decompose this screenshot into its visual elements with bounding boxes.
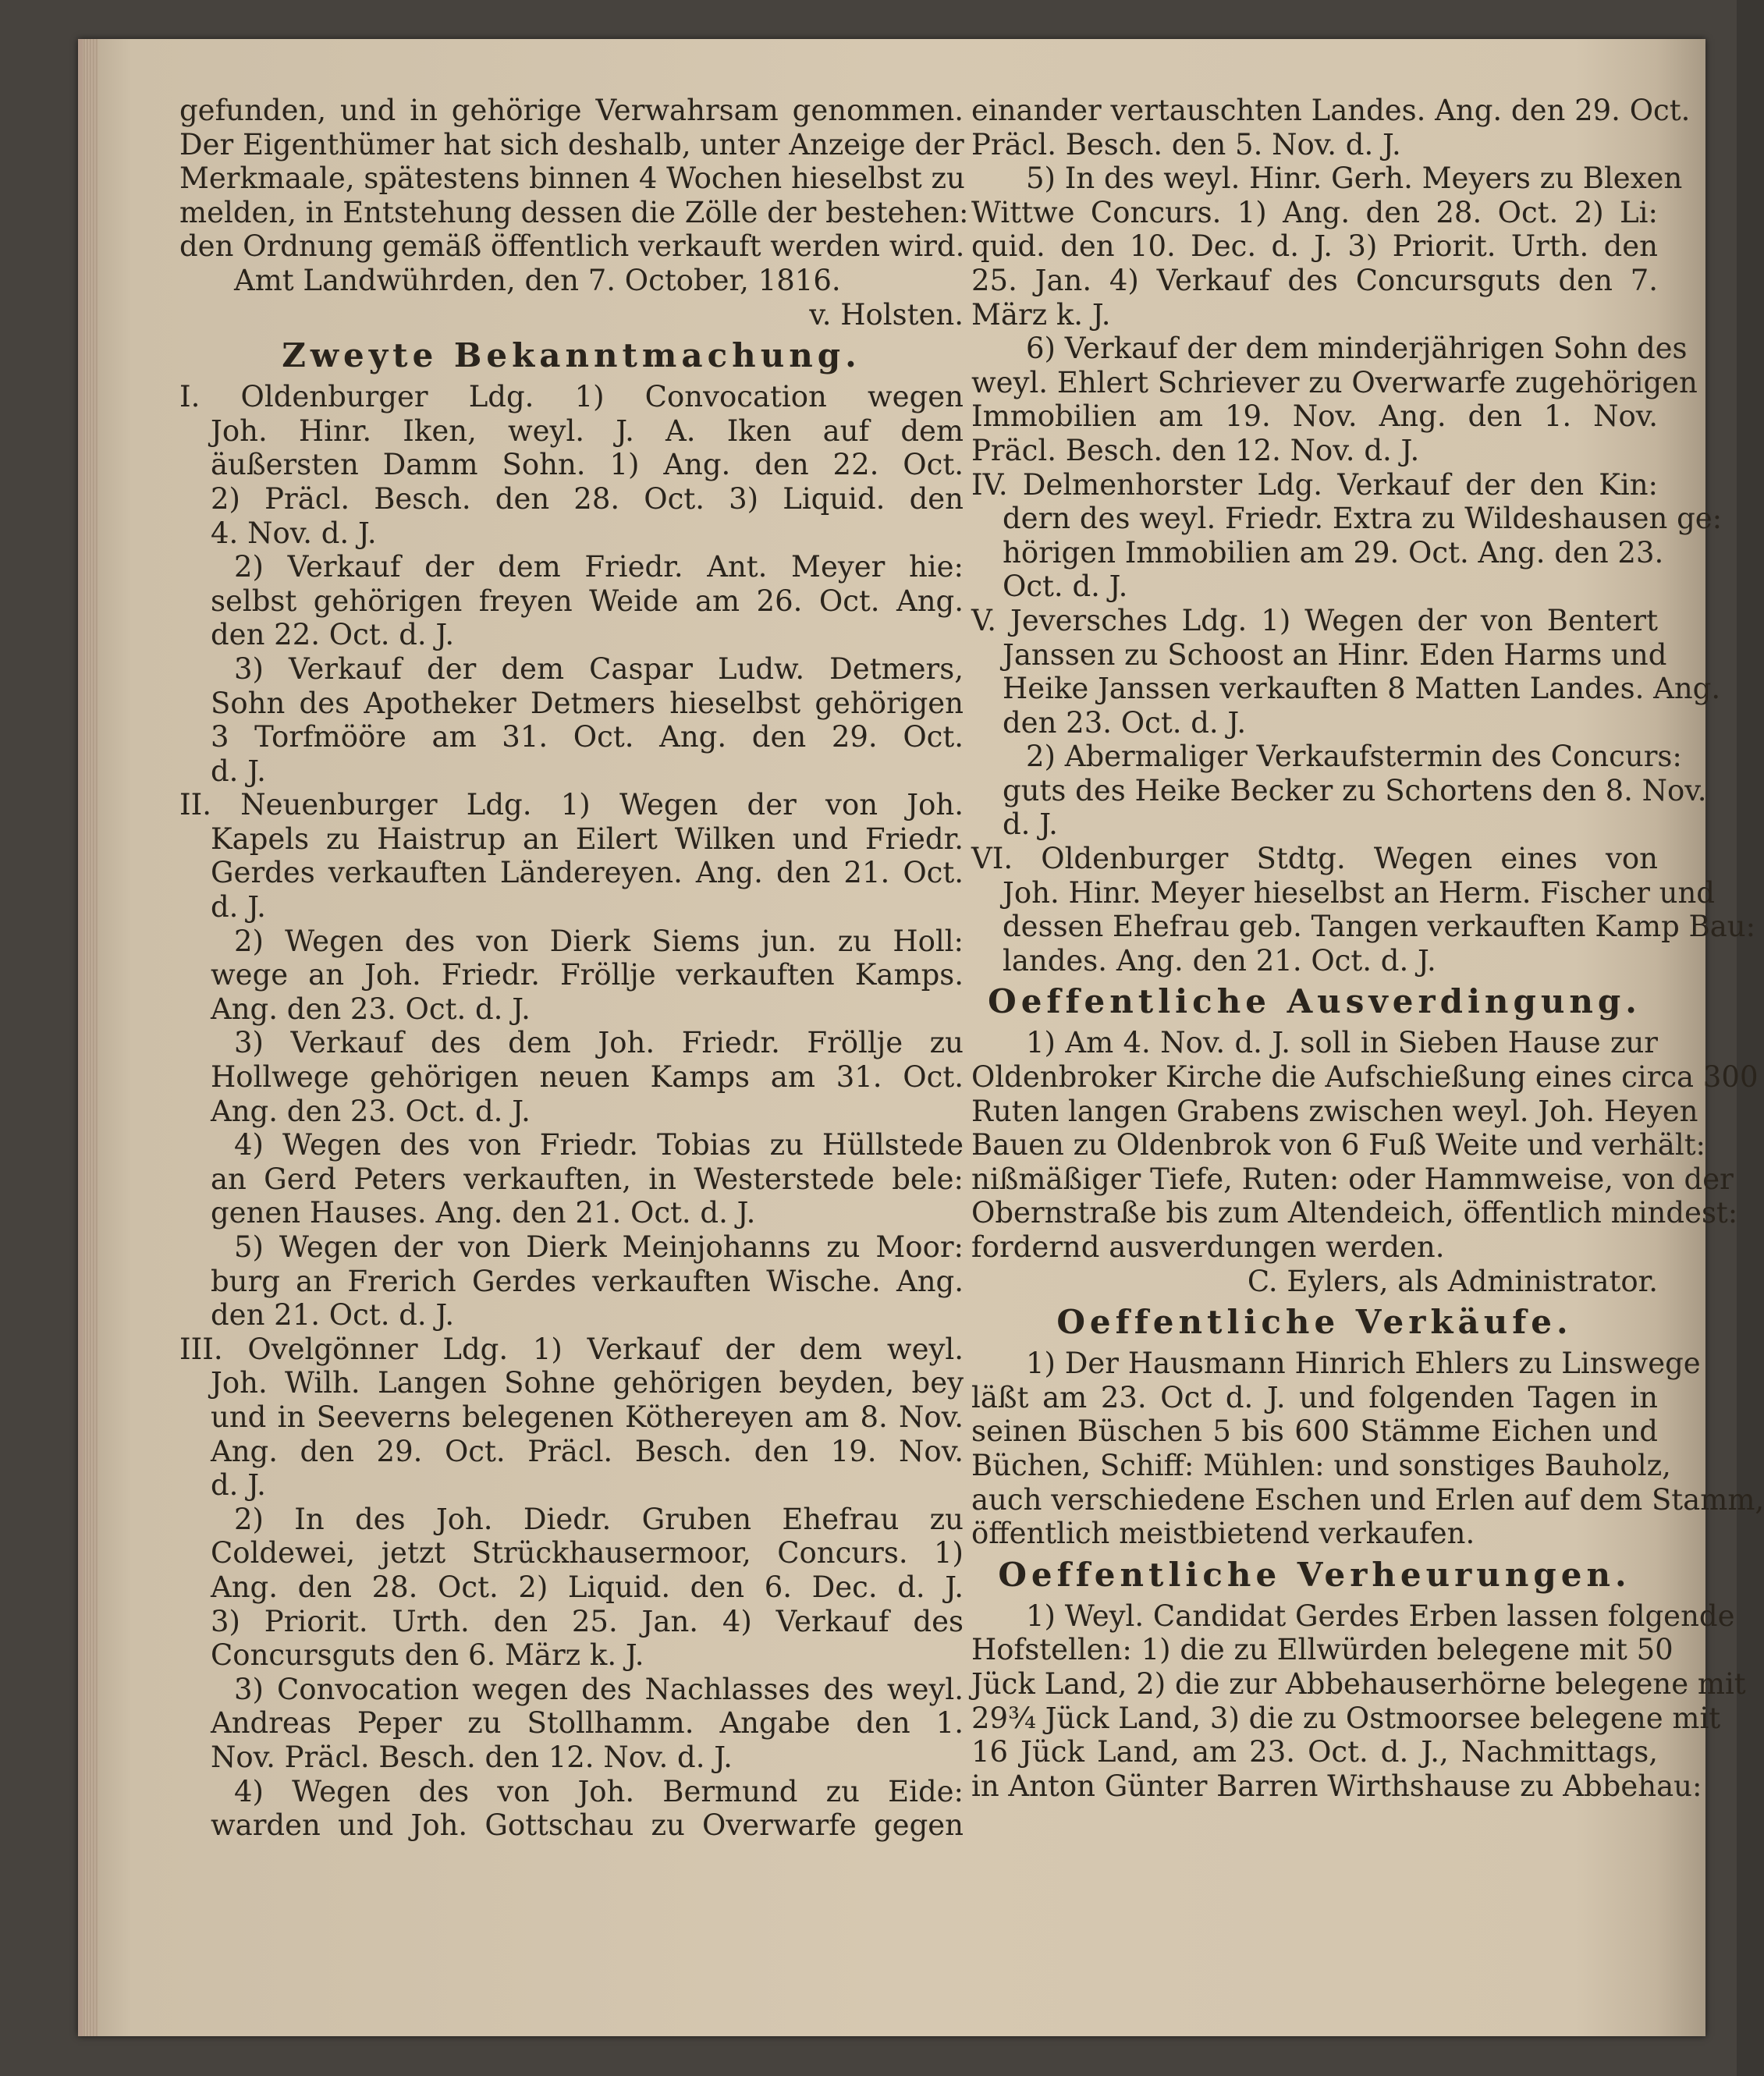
text-line: Joh. Wilh. Langen Sohne gehörigen beyden, bey [211, 1366, 964, 1400]
text-line: Präcl. Besch. den 12. Nov. d. J. [971, 433, 1420, 467]
text-line: Merkmaale, spätestens binnen 4 Wochen hieselbst zu [179, 161, 965, 196]
text-line: Der Eigenthümer hat sich deshalb, unter Anzeige der [179, 127, 964, 161]
text-line: Immobilien am 19. Nov. Ang. den 1. Nov. [971, 399, 1658, 434]
text-line: den Ordnung gemäß öffentlich verkauft werden wird. [179, 229, 965, 264]
text-line: äußersten Damm Sohn. 1) Ang. den 22. Oct. [211, 448, 964, 482]
text-line: Obernstraße bis zum Altendeich, öffentlich mindest: [971, 1196, 1738, 1230]
text-line: landes. Ang. den 21. Oct. d. J. [1003, 943, 1436, 978]
text-line: Ang. den 28. Oct. 2) Liquid. den 6. Dec. d. J. [211, 1570, 964, 1604]
text-line: Coldewei, jetzt Strückhausermoor, Concurs. 1) [211, 1536, 964, 1570]
text-line: IV. Delmenhorster Ldg. Verkauf der den Kin: [971, 467, 1658, 502]
text-line: Hollwege gehörigen neuen Kamps am 31. Oct. [211, 1060, 964, 1095]
text-line: 3 Torfmööre am 31. Oct. Ang. den 29. Oct. [211, 720, 964, 754]
text-line: d. J. [211, 754, 266, 788]
text-line: 6) Verkauf der dem minderjährigen Sohn des [1026, 332, 1688, 366]
text-line: d. J. [211, 1468, 266, 1503]
place-date: Amt Landwührden, den 7. October, 1816. [234, 263, 841, 297]
text-line: 3) Verkauf der dem Caspar Ludw. Detmers, [234, 651, 964, 686]
text-line: melden, in Entstehung dessen die Zölle der bestehen: [179, 195, 969, 229]
section-heading: Oeffentliche Verkäufe. [1056, 1303, 1573, 1342]
text-line: Janssen zu Schoost an Hinr. Eden Harms und [1003, 637, 1667, 672]
text-line: den 21. Oct. d. J. [211, 1298, 455, 1333]
section-heading: Oeffentliche Ausverdingung. [988, 982, 1642, 1021]
text-line: wege an Joh. Friedr. Fröllje verkauften Kamps. [211, 958, 964, 992]
text-line: fordernd ausverdungen werden. [971, 1230, 1445, 1264]
text-line: Bauen zu Oldenbrok von 6 Fuß Weite und verhält: [971, 1128, 1706, 1162]
text-line: 3) Verkauf des dem Joh. Friedr. Fröllje zu [234, 1026, 964, 1060]
text-line: 1) Der Hausmann Hinrich Ehlers zu Linswege [1026, 1347, 1701, 1381]
text-line: Wittwe Concurs. 1) Ang. den 28. Oct. 2) Li: [971, 195, 1658, 229]
text-line: läßt am 23. Oct d. J. und folgenden Tagen in [971, 1380, 1658, 1414]
text-line: dern des weyl. Friedr. Extra zu Wildeshausen ge: [1003, 502, 1723, 536]
text-line: 29¾ Jück Land, 3) die zu Ostmoorsee belegene mit [971, 1701, 1721, 1735]
text-line: Ang. den 23. Oct. d. J. [211, 1094, 531, 1128]
section-heading: Zweyte Bekanntmachung. [282, 336, 861, 375]
text-line: auch verschiedene Eschen und Erlen auf dem Stamm, [971, 1482, 1764, 1517]
text-line: II. Neuenburger Ldg. 1) Wegen der von Joh. [179, 788, 964, 822]
text-line: in Anton Günter Barren Wirthshause zu Abbehau: [971, 1769, 1702, 1803]
text-line: 3) Priorit. Urth. den 25. Jan. 4) Verkauf des [211, 1604, 964, 1638]
text-line: Sohn des Apotheker Detmers hieselbst gehörigen [211, 686, 964, 720]
text-line: Präcl. Besch. den 5. Nov. d. J. [971, 127, 1401, 161]
text-line: 4. Nov. d. J. [211, 516, 377, 550]
signature: C. Eylers, als Administrator. [1247, 1264, 1658, 1298]
text-line: Jück Land, 2) die zur Abbehauserhörne belegene mit [971, 1666, 1746, 1701]
text-line: Ruten langen Grabens zwischen weyl. Joh. Heyen [971, 1094, 1698, 1128]
text-line: den 23. Oct. d. J. [1003, 705, 1247, 740]
text-line: d. J. [211, 890, 266, 924]
text-line: einander vertauschten Landes. Ang. den 29. Oct. [971, 94, 1691, 127]
text-line: 16 Jück Land, am 23. Oct. d. J., Nachmittags, [971, 1735, 1658, 1769]
text-line: Joh. Hinr. Meyer hieselbst an Herm. Fischer und [1003, 875, 1715, 910]
text-line: Gerdes verkauften Ländereyen. Ang. den 21. Oct. [211, 856, 964, 890]
text-line: 4) Wegen des von Joh. Bermund zu Eide: [234, 1774, 964, 1808]
text-line: öffentlich meistbietend verkaufen. [971, 1517, 1475, 1551]
text-line: 2) Wegen des von Dierk Siems jun. zu Holl: [234, 924, 964, 958]
text-line: 2) Abermaliger Verkaufstermin des Concurs: [1026, 740, 1682, 774]
text-line: Joh. Hinr. Iken, weyl. J. A. Iken auf dem [211, 413, 964, 448]
text-line: dessen Ehefrau geb. Tangen verkauften Kamp Bau: [1003, 910, 1756, 944]
text-line: quid. den 10. Dec. d. J. 3) Priorit. Urth. den [971, 229, 1658, 264]
left-column [179, 94, 969, 1843]
text-line: Oldenbroker Kirche die Aufschießung eines circa 300 [971, 1060, 1759, 1095]
text-line: Kapels zu Haistrup an Eilert Wilken und Friedr. [211, 822, 964, 856]
text-line: Andreas Peper zu Stollhamm. Angabe den 1. [211, 1706, 964, 1741]
text-line: 2) Präcl. Besch. den 28. Oct. 3) Liquid. den [211, 481, 964, 516]
text-line: 2) In des Joh. Diedr. Gruben Ehefrau zu [234, 1502, 964, 1536]
text-line: d. J. [1003, 807, 1058, 842]
text-line: 5) In des weyl. Hinr. Gerh. Meyers zu Blexen [1026, 161, 1683, 196]
text-line: 1) Weyl. Candidat Gerdes Erben lassen folgende [1026, 1599, 1735, 1633]
section-heading: Oeffentliche Verheurungen. [998, 1555, 1631, 1594]
text-line: Büchen, Schiff: Mühlen: und sonstiges Bauholz, [971, 1448, 1671, 1482]
text-line: Nov. Präcl. Besch. den 12. Nov. d. J. [211, 1740, 733, 1774]
signature: v. Holsten. [809, 297, 964, 332]
text-line: burg an Frerich Gerdes verkauften Wische. Ang. [211, 1264, 964, 1298]
text-line: an Gerd Peters verkauften, in Westerstede bele: [211, 1162, 964, 1196]
text-line: 5) Wegen der von Dierk Meinjohanns zu Moor: [234, 1230, 964, 1264]
text-line: Ang. den 29. Oct. Präcl. Besch. den 19. Nov. [211, 1434, 964, 1468]
text-line: seinen Büschen 5 bis 600 Stämme Eichen und [971, 1414, 1658, 1449]
text-line: hörigen Immobilien am 29. Oct. Ang. den 23. [1003, 535, 1664, 570]
text-line: Concursguts den 6. März k. J. [211, 1638, 644, 1673]
text-line: genen Hauses. Ang. den 21. Oct. d. J. [211, 1196, 756, 1230]
text-line: Oct. d. J. [1003, 570, 1128, 604]
text-line: gefunden, und in gehörige Verwahrsam genommen. [179, 94, 964, 127]
text-line: weyl. Ehlert Schriever zu Overwarfe zugehörigen [971, 365, 1698, 399]
text-line: und in Seeverns belegenen Köthereyen am 8. Nov. [211, 1400, 964, 1434]
text-line: V. Jeversches Ldg. 1) Wegen der von Bentert [971, 603, 1658, 637]
text-line: 3) Convocation wegen des Nachlasses des weyl. [234, 1672, 964, 1706]
page-edge-stack [83, 39, 98, 2036]
text-line: 2) Verkauf der dem Friedr. Ant. Meyer hie: [234, 550, 964, 584]
right-column [971, 94, 1764, 1803]
text-line: März k. J. [971, 297, 1111, 332]
text-line: warden und Joh. Gottschau zu Overwarfe gegen [211, 1808, 964, 1843]
text-line: 25. Jan. 4) Verkauf des Concursguts den 7. [971, 263, 1658, 297]
text-line: 1) Am 4. Nov. d. J. soll in Sieben Hause zur [1026, 1026, 1658, 1060]
text-line: I. Oldenburger Ldg. 1) Convocation wegen [179, 380, 964, 414]
text-line: nißmäßiger Tiefe, Ruten: oder Hammweise, von der [971, 1162, 1734, 1196]
text-line: guts des Heike Becker zu Schortens den 8. Nov. [1003, 773, 1707, 807]
text-line: den 22. Oct. d. J. [211, 618, 455, 652]
text-line: Ang. den 23. Oct. d. J. [211, 992, 531, 1026]
text-line: III. Ovelgönner Ldg. 1) Verkauf der dem weyl. [179, 1332, 964, 1366]
text-line: VI. Oldenburger Stdtg. Wegen eines von [971, 842, 1658, 876]
text-line: 4) Wegen des von Friedr. Tobias zu Hüllstede [234, 1128, 964, 1162]
text-line: Heike Janssen verkauften 8 Matten Landes. Ang. [1003, 672, 1721, 706]
text-line: Hofstellen: 1) die zu Ellwürden belegene mit 50 [971, 1633, 1673, 1667]
text-line: selbst gehörigen freyen Weide am 26. Oct. Ang. [211, 584, 964, 618]
